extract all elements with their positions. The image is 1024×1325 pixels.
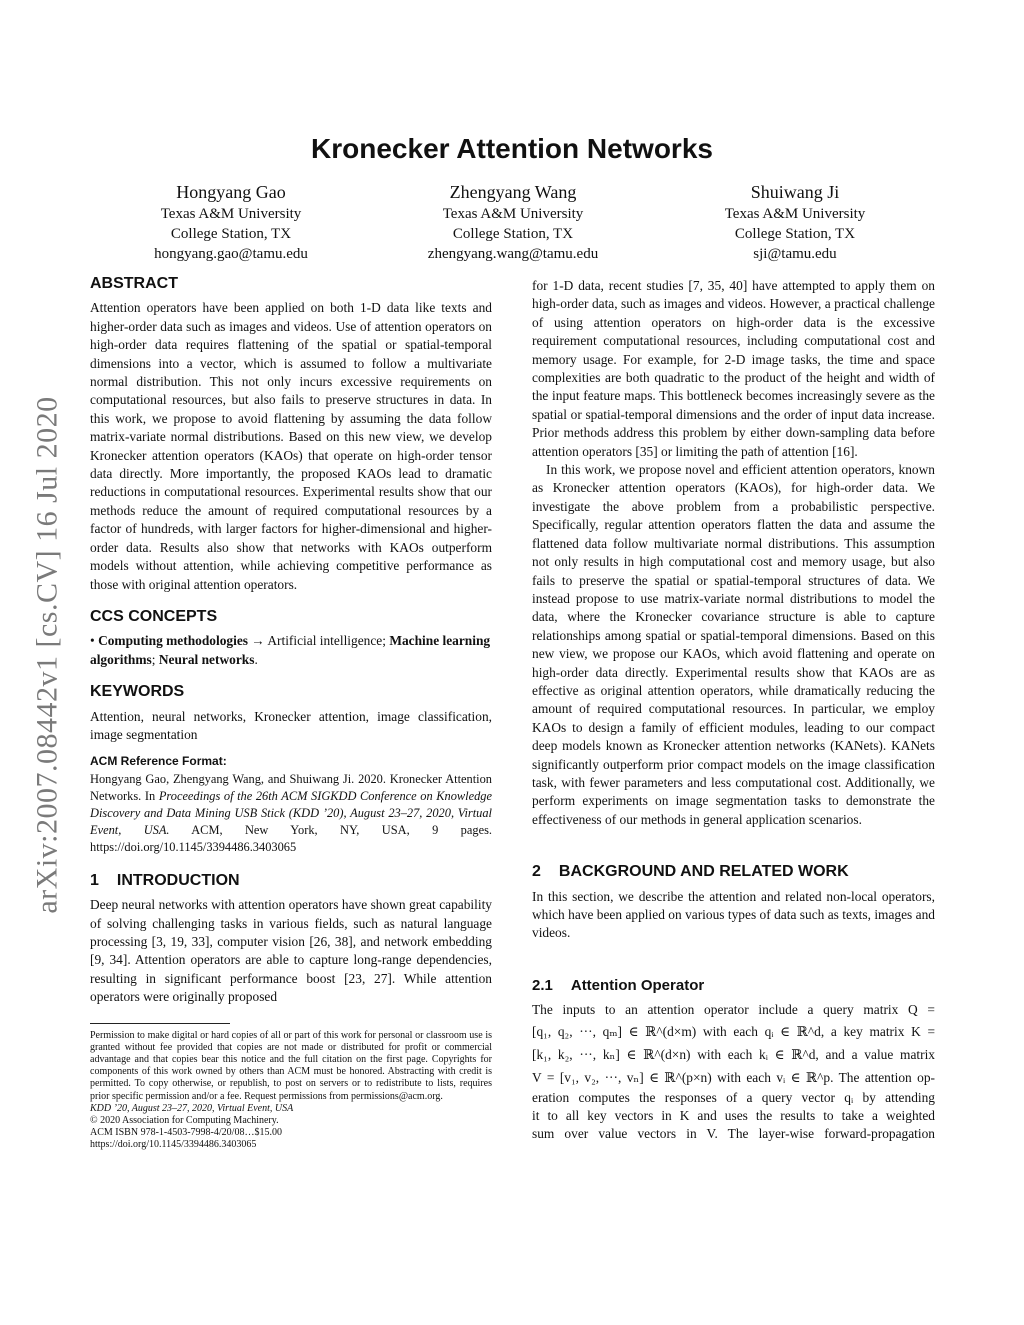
ccs-heading: CCS CONCEPTS [90,607,218,625]
arxiv-stamp [20,360,75,950]
ccs-term: Machine learning algorithms [90,633,491,667]
text-line: it to all key vectors in K and uses the results to take a weighted [532,1108,935,1124]
arxiv-stamp-text: arXiv:2007.08442v1 [cs.CV] 16 Jul 2020 [30,396,64,914]
author-block [90,180,936,264]
author-location: College Station, TX [170,226,292,242]
author-location: College Station, TX [452,226,574,242]
ccs-term: Neural networks [158,651,255,667]
right-column [532,277,935,1144]
isbn: ACM ISBN 978-1-4503-7998-4/20/08…$15.00 [90,1127,282,1139]
section-number: 2 [532,863,541,881]
text-line: sum over value vectors in V. The layer-wise forward-propagation [532,1126,935,1142]
attention-operator-text [532,1001,935,1144]
acm-reference-venue: Proceedings of the 26th ACM SIGKDD Conference on Knowledge Discovery and Data Mining USB Stick (KDD ’20), August 23–27, 2020, Virtual Event, USA. [90,788,493,837]
text-line: eration computes the responses of a query vector qᵢ by attending [532,1089,935,1105]
acm-reference-part2: ACM, New York, NY, USA, 9 pages. https://doi.org/10.1145/3394486.3403065 [90,822,492,854]
ccs-concepts [90,632,492,669]
ccs-arrow: → [251,633,265,649]
author-name: Hongyang Gao [176,182,286,202]
author-email: hongyang.gao@tamu.edu [154,246,308,262]
author-affiliation: Texas A&M University [160,206,302,222]
introduction-text-right-1: for 1-D data, recent studies [7, 35, 40] have attempted to apply them on high-order data, such as images and videos. However, a practical challenge of using attention operators on high-order data is the excessive requirement computational resources, including computational cost and memory usage. For example, for 2-D image tasks, the time and space complexities are both quadratic to the product of the height and width of the input feature maps. This bottleneck becomes increasingly severe as the spatial or spatial-temporal dimensions and the order of input data increase. Prior methods address this problem by either down-sampling data before attention operators [35] or limiting the path of attention [16]. [532,278,935,459]
permission-notice: Permission to make digital or hard copies of all or part of this work for personal or classroom use is granted without fee provided that copies are not made or distributed for profit or commercial advantage and that copies bear this notice and the full citation on the first page. Copyrights for components of this work owned by others than ACM must be honored. Abstracting with credit is permitted. To copy otherwise, or republish, to post on servers or to redistribute to lists, requires prior specific permission and/or a fee. Request permissions from permissions@acm.org. [90,1029,492,1102]
background-heading [532,863,935,881]
keywords-text: Attention, neural networks, Kronecker attention, image classification, image segmentation [90,708,492,742]
ccs-bullet: • [90,633,95,649]
introduction-text-left: Deep neural networks with attention operators have shown great capability of solving challenging tasks in various fields, such as natural language processing [3, 19, 33], computer vision [26, 38], and network embedding [9, 34]. Attention operators are able to capture long-range dependencies, resulting in significant performance boost [23, 27]. While attention operators were originally proposed [90,897,492,1005]
ccs-end: . [254,651,258,667]
acm-reference-heading: ACM Reference Format: [90,754,227,769]
text-line: [q₁, q₂, ···, qₘ] ∈ ℝ^(d×m) with each qᵢ ∈ ℝ^d, a key matrix K = [532,1023,935,1039]
subsection-number: 2.1 [532,976,553,994]
author-affiliation: Texas A&M University [724,206,866,222]
author-3 [654,180,936,264]
ccs-term: Artificial intelligence; [267,633,386,649]
acm-reference-part1: Hongyang Gao, Zhengyang Wang, and Shuiwang Ji. 2020. Kronecker Attention Networks. In [90,771,492,803]
subsection-title: Attention Operator [570,976,705,994]
author-2 [372,180,654,264]
author-name: Zhengyang Wang [449,182,577,202]
author-location: College Station, TX [734,226,856,242]
introduction-text-right-2: In this work, we propose novel and efficient attention operators, known as Kronecker attention operators (KAOs), for high-order data. We investigate the above problem from a probabilistic perspective. Specifically, regular attention operators flatten the data and assume the flattened data follow multivariate normal distributions. This assumption not only results in high computational cost and memory usage, but also fails to preserve the spatial or spatial-temporal structures of data. We instead propose to use matrix-variate normal distributions to model the data, where the Kronecker covariance structure is able to capture relationships among spatial or spatial-temporal dimensions. Based on this new view, we propose our KAOs, which avoid flattening and operate on high-order data directly. Experimental results show that KAOs are as effective as original attention operators, while dramatically reducing the amount of required computational resources. In particular, we employ KAOs to design a family of efficient modules, leading to our compact deep models known as Kronecker attention networks (KANets). KANets significantly outperform prior compact models on the image classification task, with fewer parameters and less computational cost. Additionally, we perform experiments on image segmentation tasks to demonstrate the effectiveness of our methods in general application scenarios. [532,462,935,827]
text-line: [k₁, k₂, ···, kₙ] ∈ ℝ^(d×n) with each kᵢ ∈ ℝ^d, and a value matrix [532,1046,935,1062]
abstract-heading: ABSTRACT [90,275,178,292]
left-column [90,275,492,1152]
footnote [90,1030,492,1152]
conference-info: KDD ’20, August 23–27, 2020, Virtual Event, USA [90,1102,294,1114]
ccs-separator: ; [151,651,156,667]
ccs-term: Computing methodologies [98,633,248,649]
text-line: The inputs to an attention operator include a query matrix Q = [532,1002,935,1018]
keywords-heading: KEYWORDS [90,683,185,701]
paper-title: Kronecker Attention Networks [311,133,713,164]
text-line: V = [v₁, v₂, ···, vₙ] ∈ ℝ^(p×n) with each vᵢ ∈ ℝ^p. The attention op- [532,1069,935,1085]
copyright-notice: © 2020 Association for Computing Machinery. [90,1115,279,1127]
attention-operator-heading [532,977,935,995]
author-email: sji@tamu.edu [753,246,837,262]
section-title: BACKGROUND AND RELATED WORK [558,863,849,881]
author-affiliation: Texas A&M University [442,206,584,222]
introduction-heading [90,872,492,890]
author-email: zhengyang.wang@tamu.edu [427,246,599,262]
acm-reference-text [90,771,492,856]
footnote-divider [90,1023,230,1024]
section-number: 1 [90,871,99,889]
section-title: INTRODUCTION [116,871,240,889]
author-1 [90,180,372,264]
background-text: In this section, we describe the attention and related non-local operators, which have been applied on various types of data such as texts, images and videos. [532,888,935,941]
author-name: Shuiwang Ji [750,182,840,202]
doi: https://doi.org/10.1145/3394486.3403065 [90,1139,257,1151]
abstract-text: Attention operators have been applied on both 1-D data like texts and higher-order data such as images and videos. Use of attention operators on high-order data requires flattening of the spatial or spatial-temporal dimensions into a vector, which is assumed to follow a multivariate normal distribution. This not only incurs excessive requirements on computational resources, but also fails to preserve structures in data. In this work, we propose to avoid flattening by assuming the data follow matrix-variate normal distributions. Based on this new view, we develop Kronecker attention operators (KAOs) that operate on high-order tensor data directly. More importantly, the proposed KAOs lead to dramatic reductions in computational resources. Experimental results show that our methods reduce the amount of required computational resources by a factor of hundreds, with larger factors for higher-dimensional and higher-order data. Results also show that networks with KAOs outperform models without attention, while achieving competitive performance as those with original attention operators. [90,300,492,592]
